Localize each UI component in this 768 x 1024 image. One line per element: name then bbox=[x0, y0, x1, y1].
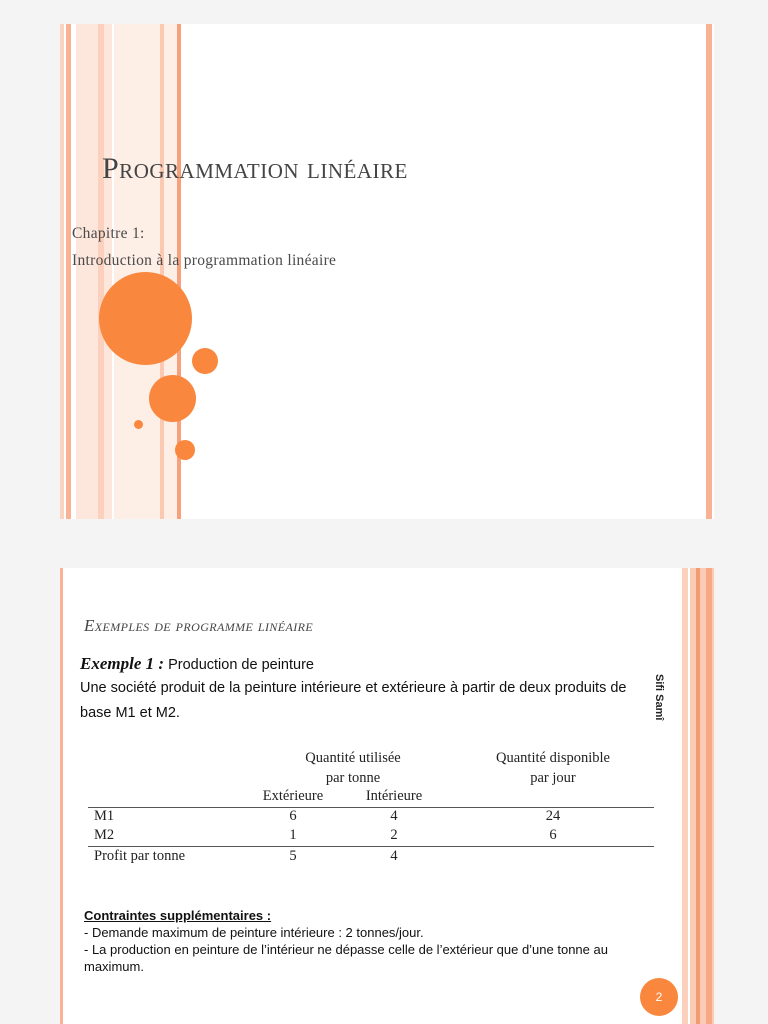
constraint-item: - La production en peinture de l’intérieur ne dépasse celle de l’extérieur que d’une tonne au maximum. bbox=[84, 942, 608, 974]
table-header-used: Quantité utilisée par tonne bbox=[305, 750, 401, 786]
table-cell: 6 bbox=[549, 827, 557, 843]
table-col-exterieure: Extérieure bbox=[262, 788, 324, 804]
constraints-title: Contraintes supplémentaires : bbox=[84, 908, 272, 923]
constraint-item: - Demande maximum de peinture intérieure : 2 tonnes/jour. bbox=[84, 925, 424, 940]
example-heading bbox=[80, 654, 314, 674]
decor-stripe bbox=[706, 24, 712, 519]
example-label: Exemple 1 : bbox=[80, 654, 165, 673]
data-table bbox=[88, 748, 654, 864]
decor-circle bbox=[175, 440, 195, 460]
table-cell: 5 bbox=[289, 848, 297, 864]
decor-stripe bbox=[60, 24, 64, 519]
slide-title: Exemples de programme linéaire bbox=[84, 616, 314, 635]
table-row-label: M2 bbox=[94, 827, 115, 843]
table-cell: 4 bbox=[390, 848, 398, 864]
slide-subtitle bbox=[72, 220, 336, 274]
title-slide bbox=[60, 24, 714, 519]
decor-stripe bbox=[60, 568, 63, 1024]
decor-circle bbox=[192, 348, 218, 374]
table-cell: 2 bbox=[390, 827, 398, 843]
decor-stripe bbox=[696, 568, 700, 1024]
decor-stripe bbox=[66, 24, 71, 519]
decor-stripe bbox=[706, 568, 712, 1024]
table-col-interieure: Intérieure bbox=[365, 788, 423, 804]
content-slide bbox=[60, 568, 714, 1024]
author-name: Sifi Samî bbox=[653, 674, 665, 721]
decor-stripe bbox=[682, 568, 688, 1024]
chapter-title: Introduction à la programmation linéaire bbox=[72, 252, 337, 269]
constraints-block bbox=[84, 907, 664, 975]
table-cell: 24 bbox=[545, 808, 561, 824]
example-description: Une société produit de la peinture intérieure et extérieure à partir de deux produits de base M1 et M2. bbox=[80, 680, 627, 721]
decor-circle-large bbox=[99, 272, 192, 365]
example-title: Production de peinture bbox=[168, 657, 314, 673]
table-cell: 1 bbox=[289, 827, 297, 843]
table-row-label: Profit par tonne bbox=[94, 848, 186, 864]
table-cell: 4 bbox=[390, 808, 398, 824]
table-cell: 6 bbox=[289, 808, 297, 824]
table-header-available: Quantité disponible par jour bbox=[496, 750, 610, 786]
page-number-badge: 2 bbox=[640, 978, 678, 1016]
chapter-label: Chapitre 1: bbox=[72, 225, 145, 242]
decor-circle bbox=[149, 375, 196, 422]
decor-circle bbox=[134, 420, 143, 429]
table-row-label: M1 bbox=[94, 808, 115, 824]
slide-title: Programmation linéaire bbox=[102, 152, 408, 185]
